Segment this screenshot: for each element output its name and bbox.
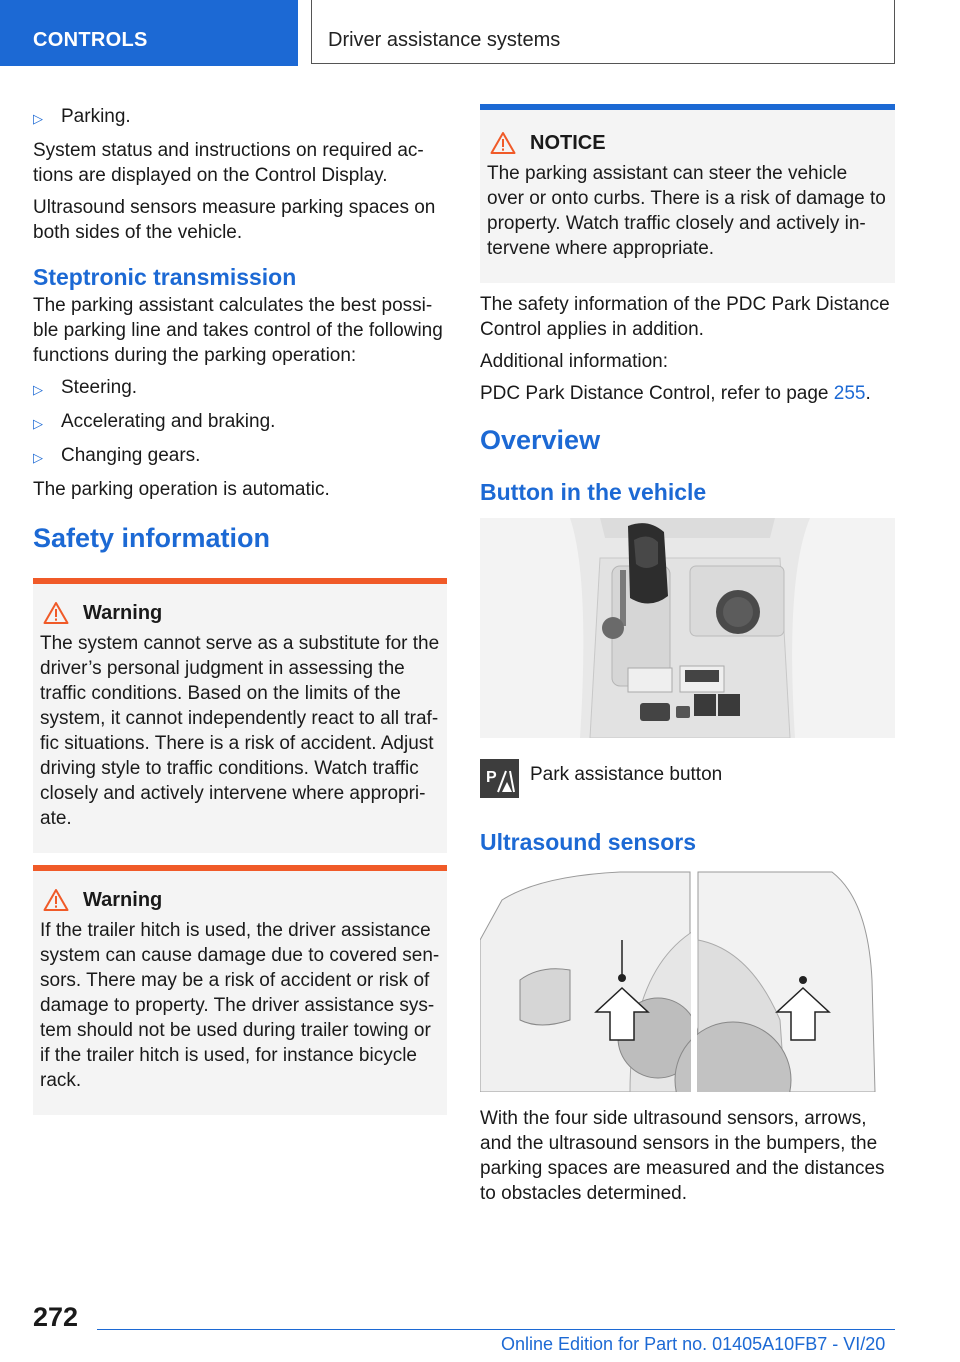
paragraph: The parking assistant calculates the best possi-ble parking line and takes control of the following functions during the parking operation:	[33, 295, 443, 366]
subsection-heading: Ultrasound sensors	[480, 829, 696, 855]
paragraph: The parking operation is automatic.	[33, 479, 330, 500]
warning-text: If the trailer hitch is used, the driver assistance system can cause damage due to covered sen-sors. There may be a risk of accident or risk of damage to property. The driver assistance sys-tem should not be used during trailer towing or if the trailer hitch is used, for instance bicycle rack.	[40, 920, 440, 1091]
triangle-bullet-icon: ▷	[33, 450, 43, 465]
triangle-bullet-icon: ▷	[33, 382, 43, 397]
triangle-bullet-icon: ▷	[33, 416, 43, 431]
warning-box	[33, 578, 447, 853]
notice-box	[480, 104, 895, 283]
page-header	[0, 0, 960, 66]
list-item: ▷ Accelerating and braking.	[33, 409, 447, 436]
paragraph: System status and instructions on required ac-tions are displayed on the Control Display.	[33, 140, 424, 186]
warning-triangle-icon	[43, 888, 69, 912]
section-heading: Steptronic transmission	[33, 264, 297, 290]
topic-tab[interactable]: Driver assistance systems	[311, 0, 895, 64]
paragraph: Additional information:	[480, 351, 668, 372]
warning-triangle-icon	[43, 601, 69, 625]
notice-header: NOTICE	[487, 131, 888, 155]
paragraph: The safety information of the PDC Park Distance Control applies in addition.	[480, 294, 890, 340]
footer-divider	[97, 1329, 895, 1330]
page-number: 272	[33, 1302, 79, 1332]
section-tab[interactable]: CONTROLS	[0, 0, 298, 66]
center-console-illustration	[480, 518, 895, 738]
caption-row	[480, 759, 895, 798]
warning-box	[33, 865, 447, 1115]
right-column	[480, 100, 895, 1206]
paragraph: Ultrasound sensors measure parking spaces on both sides of the vehicle.	[33, 197, 436, 243]
svg-text:P: P	[486, 769, 497, 786]
list-item: ▷ Changing gears.	[33, 443, 447, 470]
triangle-bullet-icon: ▷	[33, 111, 43, 126]
park-assist-icon	[480, 759, 519, 798]
page-link[interactable]: 255	[833, 383, 866, 404]
button-caption: Park assistance button	[530, 764, 723, 785]
edition-label: Online Edition for Part no. 01405A10FB7 - VI/20	[501, 1334, 886, 1354]
list-item: ▷ Steering.	[33, 375, 447, 402]
subsection-heading: Button in the vehicle	[480, 479, 707, 505]
notice-text: The parking assistant can steer the vehicle over or onto curbs. There is a risk of damage to property. Watch traffic closely and actively in-tervene where appropriate.	[487, 163, 886, 259]
warning-header: Warning	[40, 888, 440, 912]
warning-text: The system cannot serve as a substitute for the driver’s personal judgment in assessing the traffic conditions. Based on the limits of the system, it cannot independently react to all traf-fic situations. There is a risk of accident. Adjust driving style to traffic conditions. Watch traffic closely and actively intervene where appropri-ate.	[40, 633, 440, 829]
section-heading: Safety information	[33, 523, 271, 553]
list-item: ▷ Parking.	[33, 104, 447, 131]
left-column	[33, 100, 447, 1115]
ultrasound-sensors-illustration	[480, 870, 895, 1092]
section-heading: Overview	[480, 425, 601, 455]
page-reference: PDC Park Distance Control, refer to page 255.	[480, 383, 871, 404]
warning-triangle-icon	[490, 131, 516, 155]
paragraph: With the four side ultrasound sensors, arrows, and the ultrasound sensors in the bumpers, the parking spaces are measured and the distances to obstacles determined.	[480, 1108, 885, 1204]
warning-header: Warning	[40, 601, 440, 625]
